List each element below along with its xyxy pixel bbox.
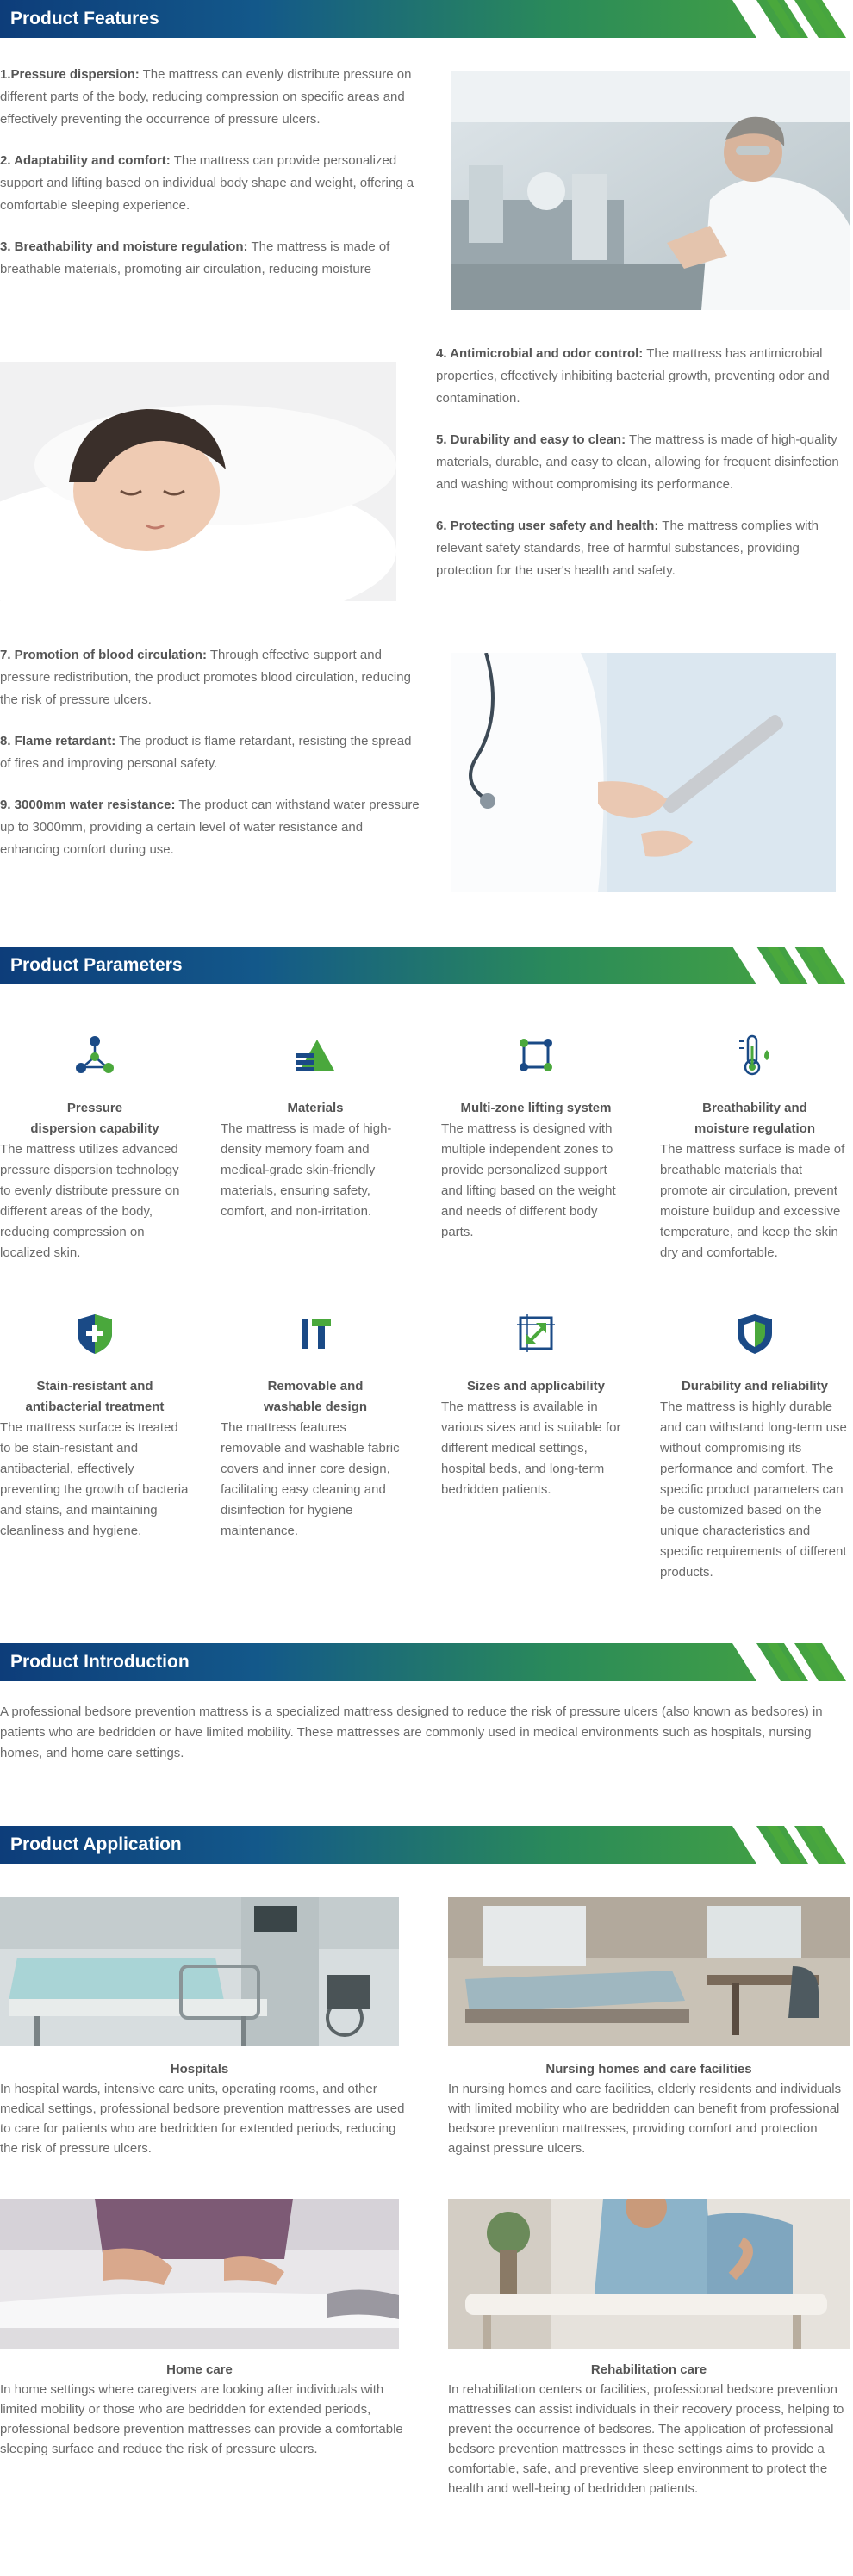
application-desc: In rehabilitation centers or facilities, professional bedsore prevention mattresses can assist individuals in their recovery process, helping to prevent the occurrence of bedsores. The application of professional bedsore prevention mattresses in these settings aims to provide a comfortable, safe, and preventive sleep environment to protect the health and well-being of bedridden patients. [448, 2382, 844, 2496]
parameters-heading: Product Parameters [10, 955, 183, 975]
introduction-text: A professional bedsore prevention mattress is a specialized mattress designed to reduce the risk of pressure ulcers (also known as bedsores) in patients who are bedridden or have limited mobility. These mattresses are commonly used in medical environments such as hospitals, nursing homes, and home care settings. [0, 1704, 823, 1760]
banner-stripes-icon [732, 0, 853, 38]
resize-icon [510, 1307, 562, 1359]
feature-item: 8. Flame retardant: The product is flame retardant, resisting the spread of fires and improving personal safety. [0, 734, 412, 771]
parameter-card: Materials The mattress is made of high-density memory foam and medical-grade skin-friendly materials, ensuring safety, comfort, and non-irritation. [221, 1029, 410, 1222]
features-group-3 [0, 644, 422, 880]
features-group-1 [0, 64, 422, 300]
parameter-card: Multi-zone lifting system The mattress is designed with multiple independent zones to provide personalized support and lifting based on the weight and needs of different body parts. [441, 1029, 631, 1243]
application-title: Home care [166, 2362, 233, 2377]
feature-item: 5. Durability and easy to clean: The mattress is made of high-quality materials, durable, and easy to clean, allowing for frequent disinfection and washing without compromising its performance. [436, 432, 839, 492]
introduction-banner [0, 1643, 853, 1681]
rehabilitation-photo [448, 2199, 850, 2349]
molecule-icon [69, 1029, 121, 1081]
shield-plus-icon [69, 1307, 121, 1359]
feature-item: 1.Pressure dispersion: The mattress can evenly distribute pressure on different parts of the body, reducing compression on specific areas and effectively preventing the occurrence of pressure ulcers. [0, 67, 412, 127]
feature-item: 4. Antimicrobial and odor control: The mattress has antimicrobial properties, effectively inhibiting bacterial growth, preventing odor and contamination. [436, 346, 830, 406]
features-banner [0, 0, 853, 38]
banner-stripes-icon [732, 1826, 853, 1864]
application-title: Hospitals [170, 2062, 229, 2076]
home-care-photo [0, 2199, 399, 2349]
application-banner [0, 1826, 853, 1864]
lab-scientist-photo [451, 71, 850, 310]
parameter-card: Pressure dispersion capability The mattress utilizes advanced pressure dispersion technology to evenly distribute pressure on different areas of the body, reducing compression on localized skin. [0, 1029, 190, 1263]
application-title: Rehabilitation care [590, 2362, 707, 2377]
parameter-card: Sizes and applicability The mattress is available in various sizes and is suitable for different medical settings, hospital beds, and long-term bedridden patients. [441, 1307, 631, 1500]
parameter-card: Durability and reliability The mattress is highly durable and can withstand long-term use without compromising its performance and comfort. The specific product parameters can be customized based on the unique characteristics and specific requirements of different products. [660, 1307, 850, 1583]
parameters-banner [0, 947, 853, 984]
removable-icon [290, 1307, 341, 1359]
parameter-card: Stain-resistant and antibacterial treatment The mattress surface is treated to be stain-resistant and antibacterial, effectively preventing the growth of bacteria and stains, and maintaining cleanliness and hygiene. [0, 1307, 190, 1542]
features-heading: Product Features [10, 9, 159, 28]
features-group-2 [436, 343, 853, 601]
shield-icon [729, 1307, 781, 1359]
thermometer-icon [729, 1029, 781, 1081]
zones-icon [510, 1029, 562, 1081]
application-desc: In home settings where caregivers are looking after individuals with limited mobility or those who are bedridden for extended periods, professional bedsore prevention mattresses can provide a comfortable sleeping surface and reduce the risk of pressure ulcers. [0, 2382, 403, 2456]
layers-icon [290, 1029, 341, 1081]
feature-item: 9. 3000mm water resistance: The product can withstand water pressure up to 3000mm, providing a certain level of water resistance and enhancing comfort during use. [0, 798, 420, 857]
sleeping-child-photo [0, 362, 396, 601]
parameter-card: Removable and washable design The mattress features removable and washable fabric covers and inner core design, facilitating easy cleaning and disinfection for hygiene maintenance. [221, 1307, 410, 1542]
application-heading: Product Application [10, 1834, 182, 1854]
introduction-heading: Product Introduction [10, 1652, 190, 1672]
nursing-home-photo [448, 1897, 850, 2046]
banner-stripes-icon [732, 947, 853, 984]
hospital-ward-photo [0, 1897, 399, 2046]
feature-item: 3. Breathability and moisture regulation: The mattress is made of breathable materials, promoting air circulation, reducing moisture [0, 239, 390, 276]
doctor-tablet-photo [451, 653, 836, 892]
feature-item: 6. Protecting user safety and health: The mattress complies with relevant safety standards, free of harmful substances, providing protection for the user's health and safety. [436, 518, 819, 578]
application-desc: In nursing homes and care facilities, elderly residents and individuals with limited mobility who are bedridden can benefit from professional bedsore prevention mattresses, providing comfort and protection against pressure ulcers. [448, 2082, 842, 2156]
feature-item: 7. Promotion of blood circulation: Through effective support and pressure redistribution, the product promotes blood circulation, reducing the risk of pressure ulcers. [0, 648, 411, 707]
banner-stripes-icon [732, 1643, 853, 1681]
parameter-card: Breathability and moisture regulation The mattress surface is made of breathable materials that promote air circulation, prevent moisture buildup and excessive temperature, and keep the skin dry and comfortable. [660, 1029, 850, 1263]
feature-item: 2. Adaptability and comfort: The mattress can provide personalized support and lifting based on individual body shape and weight, offering a comfortable sleeping experience. [0, 153, 414, 213]
application-title: Nursing homes and care facilities [545, 2062, 752, 2076]
application-desc: In hospital wards, intensive care units, operating rooms, and other medical settings, professional bedsore prevention mattresses are used to care for patients who are bedridden for extended periods, reducing the risk of pressure ulcers. [0, 2082, 405, 2156]
